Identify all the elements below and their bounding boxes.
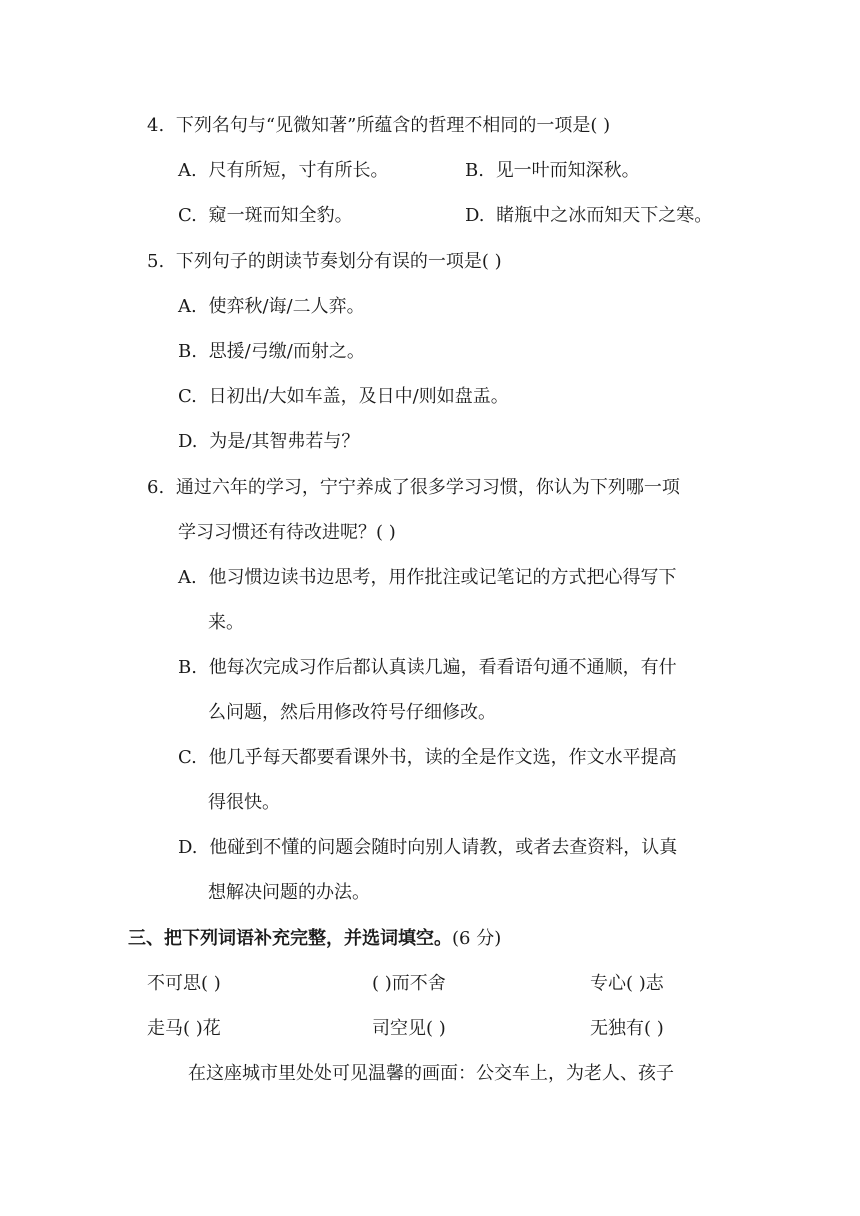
word-fill-blank[interactable]: 不可思( ): [147, 973, 221, 994]
q4-option-c[interactable]: [178, 204, 353, 228]
option-text-continued: 来。: [208, 612, 244, 633]
word-fill-blank[interactable]: 司空见( ): [372, 1018, 446, 1039]
option-text: 见一叶而知深秋。: [495, 160, 640, 181]
question-number: 6.: [147, 477, 165, 498]
q5-option-b[interactable]: [178, 340, 365, 364]
question-text: 通过六年的学习，宁宁养成了很多学习习惯，你认为下列哪一项: [175, 477, 680, 498]
question-number: 5.: [147, 251, 165, 272]
q6-option-c[interactable]: [178, 746, 677, 770]
option-label: C.: [178, 747, 197, 768]
option-text: 他碰到不懂的问题会随时向别人请教，或者去查资料，认真: [209, 837, 678, 858]
section-title: 三、把下列词语补充完整，并选词填空。: [128, 928, 452, 949]
option-label: A.: [178, 296, 197, 317]
option-label: C.: [178, 386, 197, 407]
option-text: 他几乎每天都要看课外书，读的全是作文选，作文水平提高: [208, 747, 677, 768]
option-text: 睹瓶中之冰而知天下之寒。: [496, 205, 713, 226]
q5-option-c[interactable]: [178, 385, 509, 409]
question-6: [147, 476, 680, 500]
section-heading: [128, 927, 501, 951]
q4-option-b[interactable]: [465, 159, 640, 183]
option-text: 日初出/大如车盖，及日中/则如盘盂。: [208, 386, 509, 407]
q6-option-d[interactable]: [178, 836, 677, 860]
option-text: 为是/其智弗若与？: [209, 431, 360, 452]
option-text: 窥一斑而知全豹。: [208, 205, 353, 226]
fill-paragraph: 在这座城市里处处可见温馨的画面：公交车上，为老人、孩子: [188, 1063, 674, 1084]
question-text: 下列名句与“见微知著”所蕴含的哲理不相同的一项是( ): [175, 115, 611, 136]
option-label: A.: [178, 567, 197, 588]
option-text: 使弈秋/诲/二人弈。: [208, 296, 365, 317]
word-fill-blank[interactable]: 专心( )志: [590, 973, 664, 994]
option-text-continued: 想解决问题的办法。: [208, 882, 370, 903]
question-4: [147, 114, 610, 138]
option-label: D.: [178, 837, 198, 858]
q4-option-a[interactable]: [178, 159, 388, 183]
option-label: B.: [178, 657, 197, 678]
q4-option-d[interactable]: [465, 204, 712, 228]
option-text: 尺有所短，寸有所长。: [208, 160, 389, 181]
q5-option-d[interactable]: [178, 430, 359, 454]
option-label: B.: [178, 341, 197, 362]
word-fill-blank[interactable]: 走马( )花: [147, 1018, 221, 1039]
option-text-continued: 么问题，然后用修改符号仔细修改。: [208, 702, 496, 723]
q5-option-a[interactable]: [178, 295, 365, 319]
option-label: D.: [465, 205, 485, 226]
question-number: 4.: [147, 115, 165, 136]
option-label: D.: [178, 431, 198, 452]
section-score: (6 分): [452, 928, 502, 949]
question-5: [147, 250, 502, 274]
question-text-continued: 学习习惯还有待改进呢？( ): [178, 522, 396, 543]
question-text: 下列句子的朗读节奏划分有误的一项是( ): [175, 251, 502, 272]
option-text: 他习惯边读书边思考，用作批注或记笔记的方式把心得写下: [208, 567, 677, 588]
option-text-continued: 得很快。: [208, 792, 280, 813]
q6-option-a[interactable]: [178, 566, 676, 590]
option-label: C.: [178, 205, 197, 226]
option-text: 他每次完成习作后都认真读几遍，看看语句通不通顺，有什: [208, 657, 677, 678]
word-fill-blank[interactable]: 无独有( ): [590, 1018, 664, 1039]
word-fill-blank[interactable]: ( )而不舍: [372, 973, 446, 994]
option-text: 思援/弓缴/而射之。: [208, 341, 365, 362]
option-label: A.: [178, 160, 197, 181]
q6-option-b[interactable]: [178, 656, 677, 680]
option-label: B.: [465, 160, 484, 181]
